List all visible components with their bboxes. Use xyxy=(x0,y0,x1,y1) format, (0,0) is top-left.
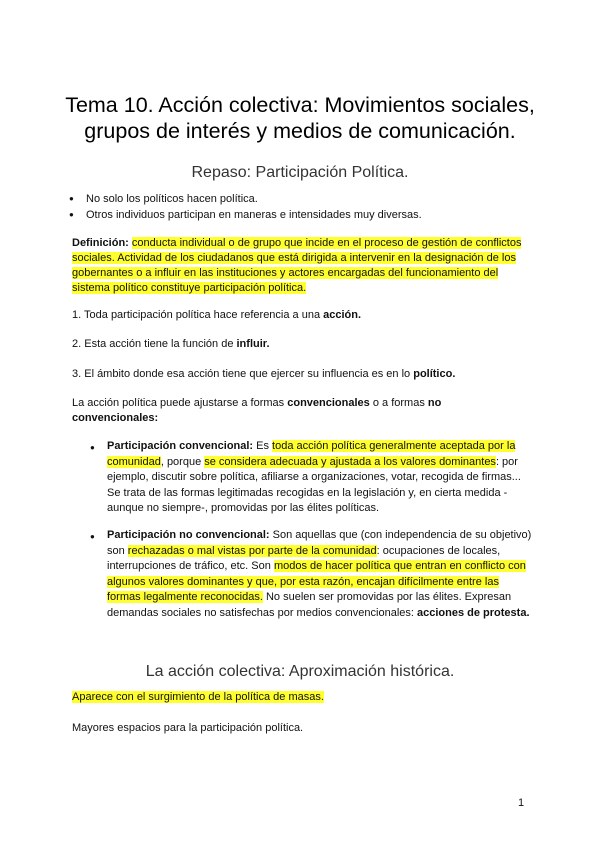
bullet-item: ● Otros individuos participan en maneras e intensidades muy diversas. xyxy=(86,208,422,222)
conventional-text: , porque xyxy=(160,455,205,468)
unconventional-participation xyxy=(107,528,535,621)
conventional-label: Participación convencional: xyxy=(107,440,254,452)
point-2-text: 2. Esta acción tiene la función de xyxy=(72,338,237,350)
definition-label: Definición: xyxy=(72,237,129,249)
point-1-text: 1. Toda participación política hace referencia a una xyxy=(72,309,324,321)
title-line-1: Tema 10. Acción colectiva: Movimientos sociales, xyxy=(65,93,535,117)
point-3-text: 3. El ámbito donde esa acción tiene que ejercer su influencia es en lo xyxy=(72,368,414,380)
definition-paragraph xyxy=(72,236,530,296)
forms-intro-text-2: o a formas xyxy=(369,397,428,409)
unconventional-text: No suelen ser promovidas por las élites. Expresan demandas sociales no satisfechas por medios convencionales: xyxy=(107,591,512,619)
point-2 xyxy=(72,337,530,352)
forms-intro-bold-1: convencionales xyxy=(287,397,370,409)
document-title xyxy=(60,92,540,144)
bullet-dot-icon: ● xyxy=(90,443,95,452)
point-1-bold: acción. xyxy=(323,309,362,321)
forms-intro-bold-2: no convencionales: xyxy=(72,397,442,424)
point-1 xyxy=(72,308,530,323)
page-number: 1 xyxy=(518,797,525,809)
definition-text: conducta individual o de grupo que incide en el proceso de gestión de conflictos sociales. Actividad de los ciudadanos que está dirigida a intervenir en la designación de los gobernantes o a influir en las instituciones y actores encargadas del funcionamiento del sistema político constituye participación política. xyxy=(72,237,522,294)
conventional-text: Es xyxy=(253,440,273,452)
conventional-highlight-1: toda acción política generalmente aceptada por la comunidad xyxy=(107,440,516,468)
bullet-item: ● No solo los políticos hacen política. xyxy=(86,192,258,206)
point-2-bold: influir. xyxy=(236,338,270,350)
conventional-participation xyxy=(107,439,535,517)
unconventional-highlight-2: modos de hacer política que entran en conflicto con algunos valores dominantes y que, por esta razón, encajan difícilmente entre las formas legalmente reconocidas. xyxy=(107,560,526,603)
point-3-bold: político. xyxy=(413,368,456,380)
section-heading-historica: La acción colectiva: Aproximación histórica. xyxy=(145,663,455,680)
forms-intro-text: La acción política puede ajustarse a formas xyxy=(72,397,288,409)
point-3 xyxy=(72,367,530,382)
section-heading-repaso: Repaso: Participación Política. xyxy=(191,164,409,181)
unconventional-text: Son aquellas que (con independencia de su objetivo) son xyxy=(107,529,532,557)
unconventional-bold: acciones de protesta. xyxy=(417,606,530,619)
unconventional-label: Participación no convencional: xyxy=(107,529,270,541)
bullet-dot-icon: ● xyxy=(90,532,95,541)
forms-intro xyxy=(72,396,472,426)
more-spaces-line: Mayores espacios para la participación política. xyxy=(72,722,304,734)
mass-politics-line xyxy=(72,690,530,705)
unconventional-highlight-1: rechazadas o mal vistas por parte de la comunidad xyxy=(127,544,377,557)
mass-politics-highlight: Aparece con el surgimiento de la política de masas. xyxy=(72,691,324,703)
title-line-2: grupos de interés y medios de comunicación. xyxy=(84,119,516,143)
conventional-text: : por ejemplo, discutir sobre política, afiliarse a organizaciones, votar, recogida de firmas... Se trata de las formas legitimadas recogidas en la legislación y, en cierta medida -aunque no siempre-, promovidas por las élites políticas. xyxy=(107,455,521,514)
conventional-highlight-2: se considera adecuada y ajustada a los valores dominantes xyxy=(204,455,496,468)
unconventional-text: : ocupaciones de locales, interrupciones de tráfico, etc. Son xyxy=(107,544,501,572)
